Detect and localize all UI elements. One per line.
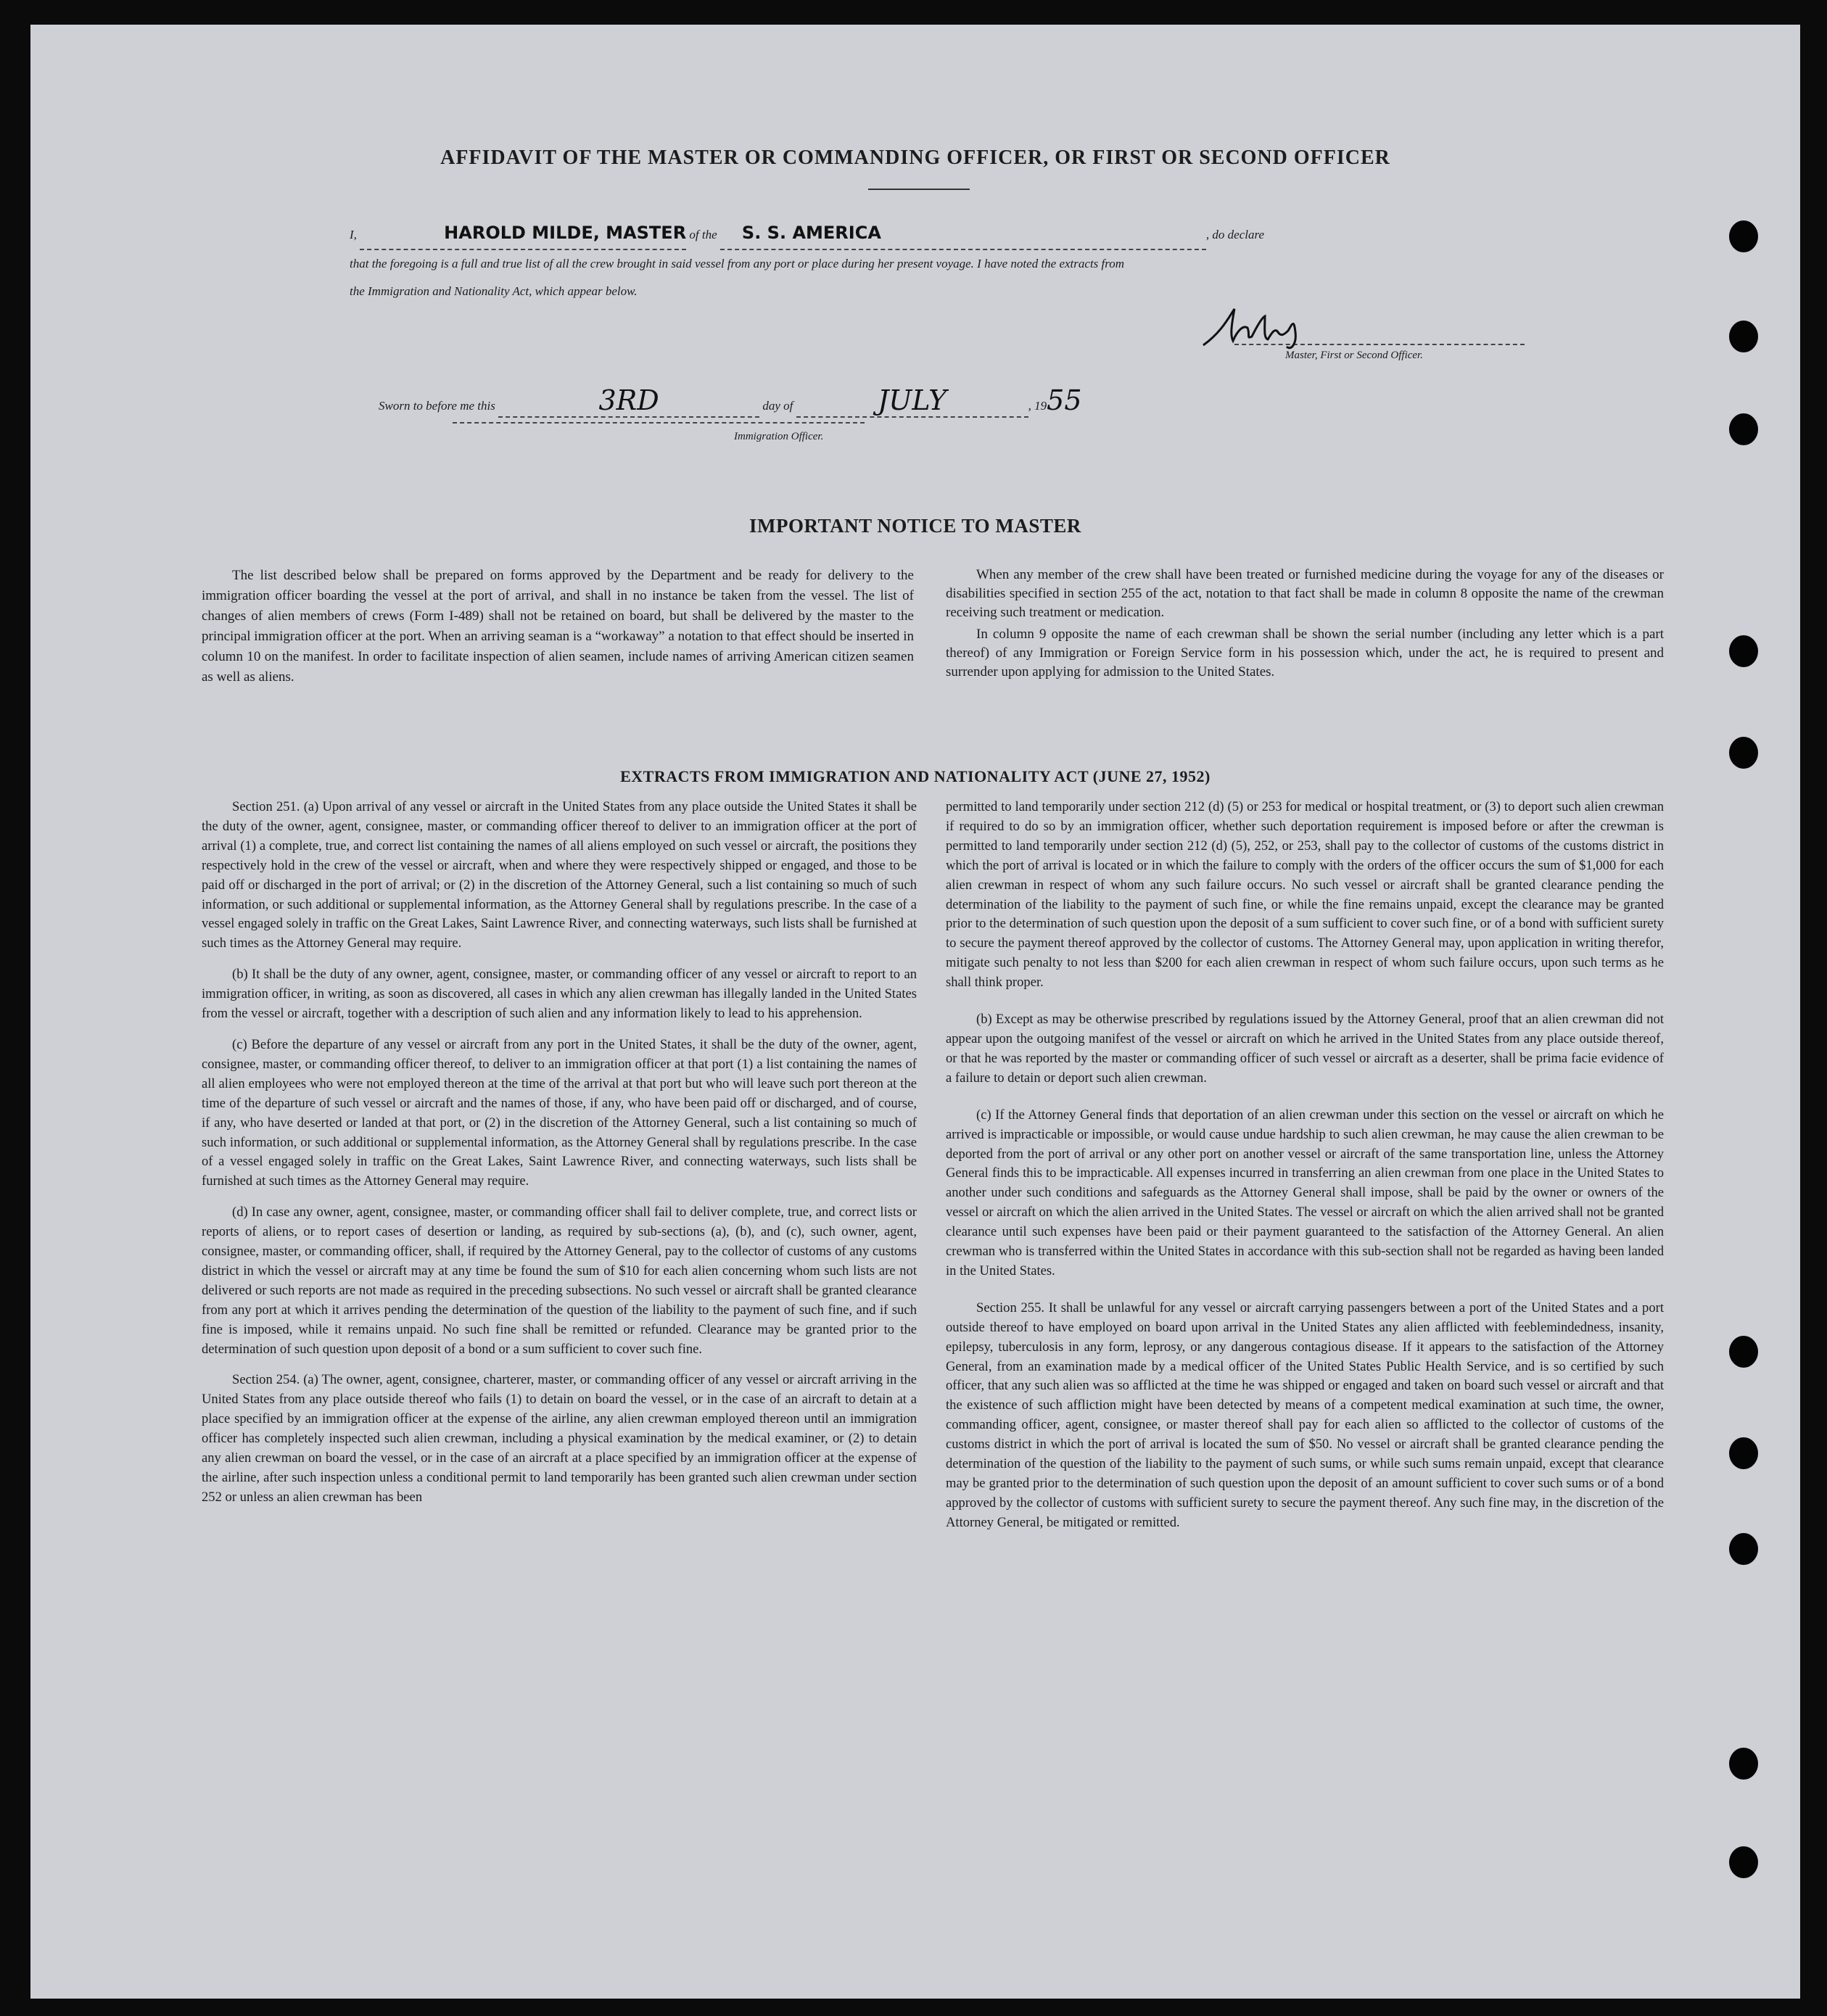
of-the: of the [689,228,717,241]
sworn-day-field [498,384,759,418]
do-declare: , do declare [1205,228,1265,241]
name-field [360,219,686,250]
day-of: day of [762,399,793,413]
sworn-label: Sworn to before me this [379,399,495,413]
punch-hole [1729,635,1758,667]
punch-hole [1729,737,1758,769]
master-caption: Master, First or Second Officer. [1285,350,1423,361]
master-signature [1200,303,1345,354]
immigration-officer-line [453,422,865,424]
extracts-right-column [946,798,1664,1545]
notice-paragraph: The list described below shall be prepared on forms approved by the Department and be ready for delivery to the immigration officer boarding the vessel at the port of arrival, and shall in no instance be taken from the vessel. The list of changes of alien members of crews (Form I-489) shall not be retained on board, but shall be delivered by the master to the principal immigration officer at the port. When an arriving seaman is a “workaway” a notation to that effect should be inserted in column 10 on the manifest. In order to facilitate inspection of alien seamen, include names of arriving American citizen seamen as well as aliens. [202,568,914,685]
sworn-day: 3RD [598,384,659,416]
extract-paragraph: permitted to land temporarily under section 212 (d) (5) or 253 for medical or hospital treatment, or (3) to deport such alien crewman if required to do so by an immigration officer, whether such deportation requirement is imposed before or after the crewman is permitted to land temporarily under section 212 (d) (5), 252, or 253, shall pay to the collector of customs of the customs district in which the port of arrival is located or in which the failure to comply with the orders of the officer occurs the sum of $1,000 for each alien crewman in respect of whom any such failure occurs. No such vessel or aircraft shall be granted clearance pending the determination of the liability to the payment of such fine, or while the fine remains unpaid, except the clearance may be granted prior to the determination of such question upon the deposit of a sum sufficient to cover such fine, or of a bond with sufficient surety to secure the payment thereof approved by the collector of customs. The Attorney General may, upon application in writing therefor, mitigate such penalty to not less than $200 for each alien crewman in respect of whom such failure occurs, upon such terms as he shall think proper. [946,799,1664,991]
notice-left-column [202,566,914,699]
intro-i: I, [350,228,357,241]
affidavit-title: AFFIDAVIT OF THE MASTER OR COMMANDING OFFICER, OR FIRST OR SECOND OFFICER [440,146,1390,169]
sworn-month-field [796,384,1028,418]
punch-hole [1729,1846,1758,1878]
sworn-year: 55 [1047,384,1082,416]
notice-title: IMPORTANT NOTICE TO MASTER [749,515,1081,537]
name-filled: HAROLD MILDE, MASTER [444,223,687,243]
extract-paragraph: Section 255. It shall be unlawful for any vessel or aircraft carrying passengers between a port of the United States and a port outside thereof to have employed on board upon arrival in the United States any alien afflicted with feeblemindedness, insanity, epilepsy, tuberculosis in any form, leprosy, or any dangerous contagious disease. If it appears to the satisfaction of the Attorney General, from an examination made by a medical officer of the United States Public Health Service, and is so certified by such officer, that any such alien was so afflicted at the time he was shipped or engaged and taken on board such vessel or aircraft and that the existence of such affliction might have been detected by means of a competent medical examination at such time, the owner, commanding officer, agent, consignee, or master thereof shall pay for each alien so afflicted to the collector of customs of the customs district in which the port of arrival is located the sum of $50. No vessel or aircraft shall be granted clearance pending the determination of the question of the liability to the payment of such sums, or while such sums remain unpaid, except that clearance may be granted prior to the determination of such question upon the deposit of an amount sufficient to cover such sums or of a bond approved by the collector of customs with sufficient surety to secure the payment thereof. Any such fine may, in the discretion of the Attorney General, be mitigated or remitted. [946,1300,1664,1530]
declaration-line-2: the Immigration and Nationality Act, which appear below. [350,284,638,298]
extract-paragraph: Section 251. (a) Upon arrival of any vessel or aircraft in the United States from any place outside the United States it shall be the duty of the owner, agent, consignee, master, or commanding officer thereof to deliver to an immigration officer at the port of arrival (1) a complete, true, and correct list containing the names of all aliens employed on such vessel or aircraft, the positions they respectively hold in the crew of the vessel or aircraft, when and where they were respectively shipped or engaged, and those to be paid off or discharged in the port of arrival; or (2) in the discretion of the Attorney General, such a list containing so much of such information, or such additional or supplemental information, as the Attorney General shall by regulations prescribe. In the case of a vessel engaged solely in traffic on the Great Lakes, Saint Lawrence River, and connecting waterways, such lists shall be furnished at such times as the Attorney General may require. [202,799,917,951]
title-underline [868,189,970,190]
extract-paragraph: (c) Before the departure of any vessel or aircraft from any port in the United States, it shall be the duty of the owner, agent, consignee, master, or commanding officer thereof, to deliver to an immigration officer at that port (1) a list containing the names of all alien employees who were not employed thereon at the time of the arrival at that port but who will leave such port thereon at the time of the departure of such vessel or aircraft and the names of those, if any, who have been paid off or discharged, and of course, if any, who have deserted or landed at that port, or (2) in the discretion of the Attorney General, such a list containing so much of such information, or such additional or supplemental information, as the Attorney General shall by regulations prescribe. In the case of a vessel engaged solely in traffic on the Great Lakes, Saint Lawrence River, and connecting waterways, such lists shall be furnished at such times as the Attorney General may require. [202,1036,917,1189]
extract-paragraph: (c) If the Attorney General finds that deportation of an alien crewman under this section on the vessel or aircraft on which he arrived is impracticable or impossible, or would cause undue hardship to such alien crewman, he may cause the alien crewman to be deported from the port of arrival or any other port on another vessel or aircraft of the same transportation line, unless the Attorney General finds this to be impracticable. All expenses incurred in transferring an alien crewman from one place in the United States to another under such conditions and safeguards as the Attorney General shall impose, shall be paid by the owner or owners of the vessel or aircraft on which the alien arrived in the United States. The vessel or aircraft on which the alien arrived shall not be granted clearance until such expenses have been paid or their payment guaranteed to the satisfaction of the Attorney General. An alien crewman who is transferred within the United States in accordance with this sub-section shall not be regarded as having been landed in the United States. [946,1107,1664,1278]
vessel-field [720,219,1206,250]
notice-paragraph: When any member of the crew shall have been treated or furnished medicine during the voyage for any of the diseases or disabilities specified in section 255 of the act, notation to that fact shall be made in column 8 opposite the name of the crewman receiving such treatment or medication. [946,567,1664,620]
punch-hole [1729,220,1758,252]
notice-right-column [946,566,1664,693]
punch-hole [1729,1533,1758,1565]
declaration-block [350,219,1525,305]
declaration-line-1: that the foregoing is a full and true list of all the crew brought in said vessel from any port or place during her present voyage. I have noted the extracts from [350,257,1125,270]
punch-hole [1729,413,1758,445]
notice-paragraph: In column 9 opposite the name of each crewman shall be shown the serial number (including any letter which is a part thereof) of any Immigration or Foreign Service form in his possession which, under the act, he is required to present and surrender upon applying for admission to the United States. [946,627,1664,679]
extract-paragraph: Section 254. (a) The owner, agent, consignee, charterer, master, or commanding officer of any vessel or aircraft arriving in the United States from any place outside thereof who fails (1) to detain on board the vessel, or in the case of an aircraft to detain at a place specified by an immigration officer at the expense of the airline, any alien crewman employed thereon until an immigration officer has completely inspected such alien crewman, including a physical examination by the medical examiner, or (2) to detain any alien crewman on board the vessel, or in the case of an aircraft at a place specified by an immigration officer at the expense of the airline, after such inspection unless a conditional permit to land temporarily has been granted such alien crewman under section 252 or unless an alien crewman has been [202,1372,917,1505]
punch-hole [1729,1437,1758,1469]
extract-paragraph: (b) Except as may be otherwise prescribed by regulations issued by the Attorney General, proof that an alien crewman did not appear upon the outgoing manifest of the vessel or aircraft on which he arrived in the United States from any place outside thereof, or that he was reported by the master or commanding officer of such vessel or aircraft as a deserter, shall be prima facie evidence of a failure to detain or deport such alien crewman. [946,1012,1664,1086]
extracts-title: EXTRACTS FROM IMMIGRATION AND NATIONALITY ACT (JUNE 27, 1952) [620,767,1211,785]
punch-hole [1729,1336,1758,1368]
extract-paragraph: (d) In case any owner, agent, consignee, master, or commanding officer shall fail to deliver complete, true, and correct lists or reports of aliens, or to report cases of desertion or landing, as required by sub-sections (a), (b), and (c), such owner, agent, consignee, master, or commanding officer, shall, if required by the Attorney General, pay to the collector of customs of any customs district in which the vessel or aircraft may at any time be found the sum of $10 for each alien concerning whom such lists are not delivered or such reports are not made as required in the preceding subsections. No such vessel or aircraft shall be granted clearance from any port at which it arrives pending the determination of the question of the liability to the payment of such fine, and if such fine is imposed, while it remains unpaid. No such fine shall be remitted or refunded. Clearance may be granted prior to the determination of such question upon deposit of a bond or a sum sufficient to cover such fine. [202,1205,917,1357]
sworn-line [379,384,1082,418]
extracts-left-column [202,798,917,1519]
document-page [30,25,1800,1999]
vessel-filled: S. S. AMERICA [741,223,881,243]
year-prefix: , 19 [1028,399,1047,413]
sworn-month: JULY [878,384,947,416]
immigration-caption: Immigration Officer. [734,431,824,442]
punch-hole [1729,1748,1758,1780]
punch-hole [1729,321,1758,352]
extract-paragraph: (b) It shall be the duty of any owner, agent, consignee, master, or commanding officer of any vessel or aircraft to report to an immigration officer, in writing, as soon as discovered, all cases in which any alien crewman has illegally landed in the United States from the vessel or aircraft, together with a description of such alien and any information likely to lead to his apprehension. [202,967,917,1022]
